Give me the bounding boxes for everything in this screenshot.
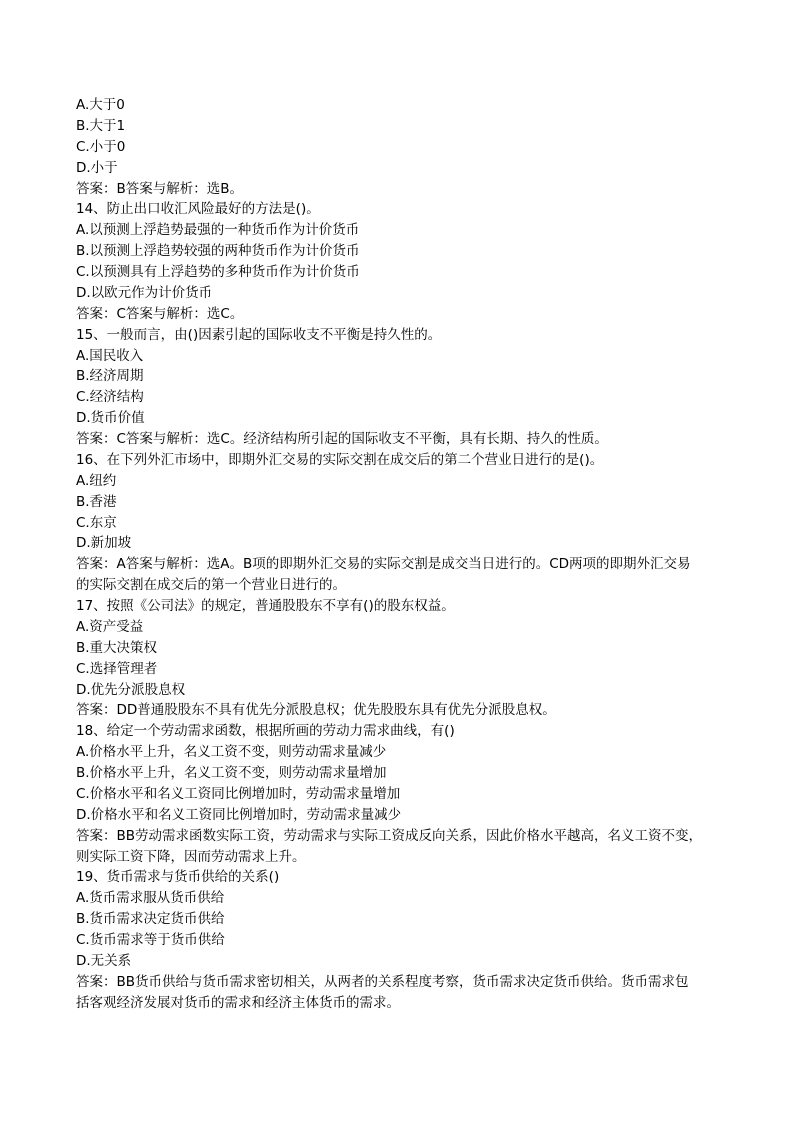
answer-line: 答案：B答案与解析：选B。 — [76, 180, 244, 197]
answer-line: 答案：A答案与解析：选A。B项的即期外汇交易的实际交割是成交当日进行的。CD两项的即期外汇交易 — [76, 556, 691, 573]
option-line: C.以预测具有上浮趋势的多种货币作为计价货币 — [76, 264, 360, 280]
option-line: A.纽约 — [76, 472, 117, 489]
question-line: 15、一般而言，由()因素引起的国际收支不平衡是持久性的。 — [76, 326, 442, 343]
option-line: B.香港 — [76, 493, 117, 510]
option-line: C.选择管理者 — [76, 660, 158, 677]
option-line: B.以预测上浮趋势较强的两种货币作为计价货币 — [76, 243, 360, 260]
option-line: D.货币价值 — [76, 410, 145, 427]
option-line: C.小于0 — [76, 138, 126, 155]
answer-line: 答案：DD普通股股东不具有优先分派股息权；优先股股东具有优先分派股息权。 — [76, 702, 556, 719]
option-line: A.货币需求服从货币供给 — [76, 890, 225, 907]
text-line: 的实际交割在成交后的第一个营业日进行的。 — [76, 577, 346, 594]
option-line: B.货币需求决定货币供给 — [76, 911, 225, 928]
question-line: 17、按照《公司法》的规定，普通股股东不享有()的股东权益。 — [76, 598, 455, 614]
option-line: B.大于1 — [76, 117, 126, 134]
option-line: B.价格水平上升，名义工资不变，则劳动需求量增加 — [76, 765, 387, 781]
option-line: C.货币需求等于货币供给 — [76, 932, 225, 948]
option-line: D.小于 — [76, 159, 118, 176]
answer-line: 答案：BB货币供给与货币需求密切相关，从两者的关系程度考察，货币需求决定货币供给。货币需求包 — [76, 973, 689, 990]
question-line: 16、在下列外汇市场中，即期外汇交易的实际交割在成交后的第二个营业日进行的是()。 — [76, 451, 604, 468]
option-line: D.以欧元作为计价货币 — [76, 284, 213, 301]
option-line: A.国民收入 — [76, 347, 144, 364]
option-line: B.重大决策权 — [76, 639, 158, 656]
answer-line: 答案：BB劳动需求函数实际工资，劳动需求与实际工资成反向关系，因此价格水平越高，名义工资不变， — [76, 827, 703, 844]
option-line: D.价格水平和名义工资同比例增加时，劳动需求量减少 — [76, 806, 402, 823]
question-line: 19、货币需求与货币供给的关系() — [76, 869, 280, 886]
option-line: A.以预测上浮趋势最强的一种货币作为计价货币 — [76, 222, 360, 239]
option-line: A.大于0 — [76, 97, 125, 113]
option-line: C.经济结构 — [76, 389, 144, 406]
question-line: 18、给定一个劳动需求函数，根据所画的劳动力需求曲线，有() — [76, 723, 455, 740]
option-line: A.价格水平上升，名义工资不变，则劳动需求量减少 — [76, 744, 387, 761]
option-line: C.价格水平和名义工资同比例增加时，劳动需求量增加 — [76, 785, 401, 802]
text-line: 括客观经济发展对货币的需求和经济主体货币的需求。 — [76, 994, 400, 1011]
question-line: 14、防止出口收汇风险最好的方法是()。 — [76, 201, 320, 218]
text-line: 则实际工资下降，因而劳动需求上升。 — [76, 848, 306, 865]
option-line: B.经济周期 — [76, 368, 144, 385]
option-line: C.东京 — [76, 514, 117, 531]
option-line: A.资产受益 — [76, 618, 144, 635]
document-body — [76, 95, 726, 1014]
answer-line: 答案：C答案与解析：选C。 — [76, 305, 244, 322]
option-line: D.新加坡 — [76, 535, 132, 552]
option-line: D.优先分派股息权 — [76, 681, 186, 698]
option-line: D.无关系 — [76, 952, 132, 969]
answer-line: 答案：C答案与解析：选C。经济结构所引起的国际收支不平衡，具有长期、持久的性质。 — [76, 431, 608, 447]
